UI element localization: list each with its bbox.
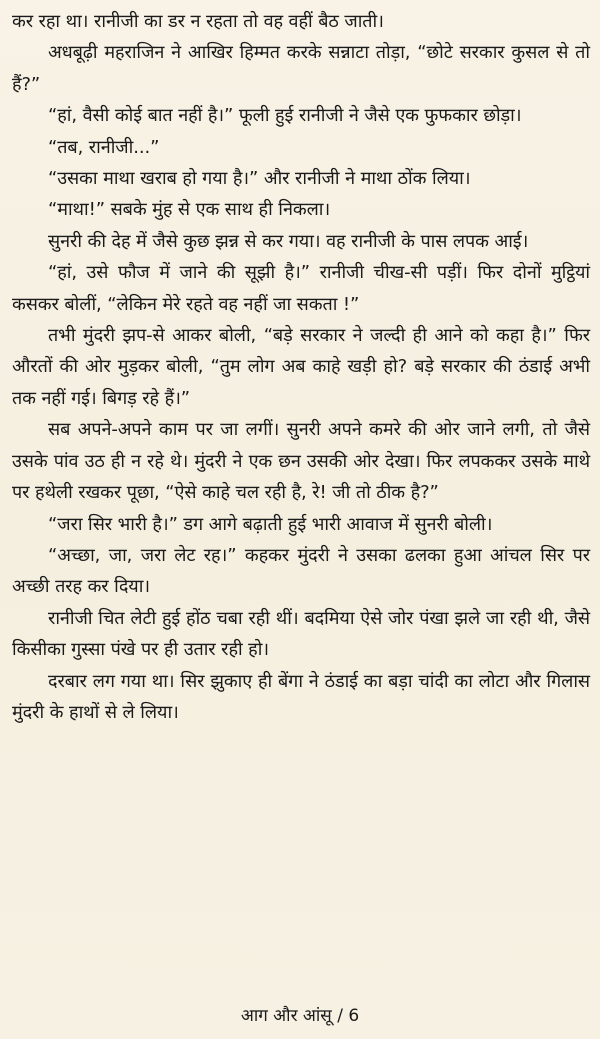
paragraph-3: “हां, वैसी कोई बात नहीं है।” फूली हुई रानीजी ने जैसे एक फुफकार छोड़ा।	[48, 105, 522, 127]
paragraph-10: सब अपने-अपने काम पर जा लगीं। सुनरी अपने कमरे की ओर जाने लगी, तो जैसे उसके पांव उठ ही न रहे थे। मुंदरी ने एक छन उसकी ओर देखा। फिर लपककर उसके माथे पर हथेली रखकर पूछा, “ऐसे काहे चल रही है, रे! जी तो ठीक है?”	[12, 419, 590, 504]
paragraph-12: “अच्छा, जा, जरा लेट रह।” कहकर मुंदरी ने उसका ढलका हुआ आंचल सिर पर अच्छी तरह कर दिया।	[12, 544, 590, 598]
paragraph-4: “तब, रानीजी...”	[48, 136, 160, 158]
paragraph-1: कर रहा था। रानीजी का डर न रहता तो वह वहीं बैठ जाती।	[12, 11, 384, 32]
paragraph-6: “माथा!” सबके मुंह से एक साथ ही निकला।	[48, 199, 331, 221]
paragraph-5: “उसका माथा खराब हो गया है।” और रानीजी ने माथा ठोंक लिया।	[48, 168, 471, 190]
paragraph-8: “हां, उसे फौज में जाने की सूझी है।” रानीजी चीख-सी पड़ीं। फिर दोनों मुट्ठियां कसकर बोलीं, “लेकिन मेरे रहते वह नहीं जा सकता !”	[12, 262, 590, 315]
paragraph-14: दरबार लग गया था। सिर झुकाए ही बेंगा ने ठंडाई का बड़ा चांदी का लोटा और गिलास मुंदरी के हाथों से ले लिया।	[12, 670, 590, 723]
page-text	[12, 6, 590, 728]
paragraph-2: अधबूढ़ी महराजिन ने आखिर हिम्मत करके सन्नाटा तोड़ा, “छोटे सरकार कुसल से तो हैं?”	[12, 42, 590, 95]
paragraph-7: सुनरी की देह में जैसे कुछ झन्न से कर गया। वह रानीजी के पास लपक आई।	[48, 230, 529, 252]
paragraph-13: रानीजी चित लेटी हुई होंठ चबा रही थीं। बदमिया ऐसे जोर पंखा झले जा रही थी, जैसे किसीका गुस्सा पंखे पर ही उतार रही हो।	[12, 607, 590, 661]
paragraph-11: “जरा सिर भारी है।” डग आगे बढ़ाती हुई भारी आवाज में सुनरी बोली।	[48, 513, 493, 535]
page-footer: आग और आंसू / 6	[240, 1006, 360, 1026]
paragraph-9: तभी मुंदरी झप-से आकर बोली, “बड़े सरकार ने जल्दी ही आने को कहा है।” फिर औरतों की ओर मुड़कर बोली, “तुम लोग अब काहे खड़ी हो? बड़े सरकार की ठंडाई अभी तक नहीं गई। बिगड़ रहे हैं।”	[12, 325, 590, 409]
